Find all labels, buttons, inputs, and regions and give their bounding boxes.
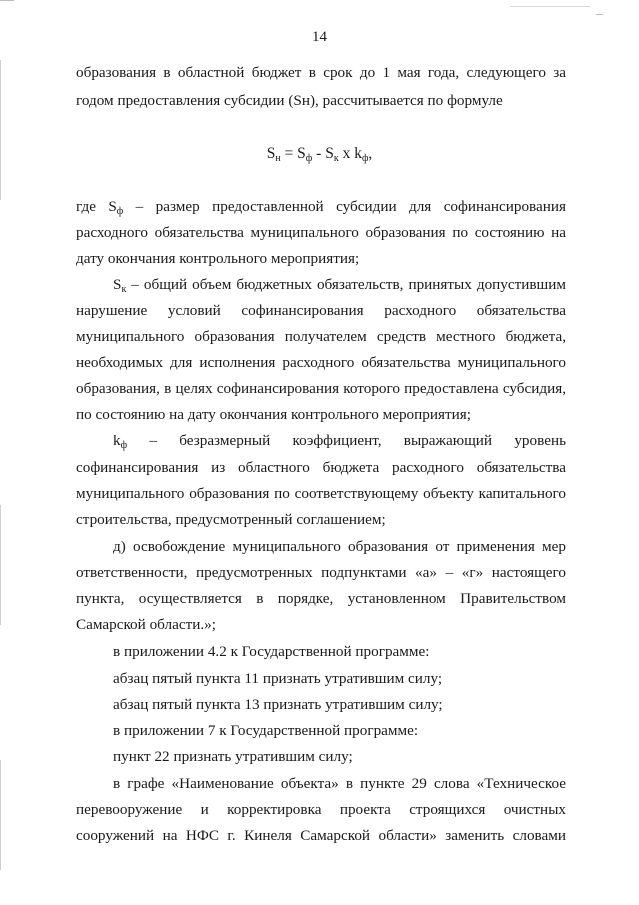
text-line: расходного обязательства муниципального образования по состоянию на: [76, 224, 566, 241]
text-line: по состоянию на дату окончания контрольного мероприятия;: [76, 406, 471, 423]
page-number: 14: [312, 29, 327, 45]
scan-mark-top-right: [510, 6, 590, 7]
text-line: сооружений на НФС г. Кинеля Самарской области» заменить словами: [76, 827, 566, 844]
scan-mark-left-edge-2: [0, 505, 1, 625]
scan-mark-top-left: [0, 0, 14, 1]
scan-mark-left-edge-3: [0, 760, 1, 870]
definition-sk-line: $S_к$ – общий объем бюджетных обязательств, принятых допустившим: [113, 276, 566, 295]
text-line: образования, в целях софинансирования которого предоставлена субсидия,: [76, 380, 566, 397]
definition-kf-line: $k_ф$ – безразмерный коэффициент, выражающий уровень: [113, 432, 566, 451]
text-line: софинансирования из областного бюджета расходного обязательства: [76, 459, 566, 476]
formula: $S_н = S_ф - S_к$ x $k_ф$,: [266, 145, 373, 164]
formula-term-kf: $k_ф$: [354, 145, 369, 164]
amendment-line: в приложении 7 к Государственной программе:: [113, 722, 419, 739]
text-line: в графе «Наименование объекта» в пункте 29 слова «Техническое: [113, 775, 566, 792]
amendment-line: абзац пятый пункта 13 признать утратившим силу;: [113, 696, 443, 713]
amendment-line: в приложении 4.2 к Государственной программе:: [113, 643, 430, 660]
text-line: образования в областной бюджет в срок до 1 мая года, следующего за: [76, 64, 566, 81]
text-line: необходимых для исполнения расходного обязательства муниципального: [76, 354, 566, 371]
text-line: муниципального образования по соответствующему объекту капитального: [76, 485, 566, 502]
text-line: Самарской области.»;: [76, 616, 216, 633]
scan-mark-corner: [596, 14, 603, 15]
text-line: нарушение условий софинансирования расходного обязательства: [76, 302, 566, 319]
text-line: строительства, предусмотренный соглашением;: [76, 511, 386, 528]
text-line: дату окончания контрольного мероприятия;: [76, 250, 360, 267]
scan-mark-left-edge-1: [0, 60, 1, 200]
definition-sf-line: где $S_ф$ – размер предоставленной субсидии для софинансирования: [76, 198, 566, 217]
formula-term-sf: $S_ф$: [297, 145, 313, 164]
amendment-line: пункт 22 признать утратившим силу;: [113, 748, 353, 765]
amendment-line: абзац пятый пункта 11 признать утратившим силу;: [113, 670, 443, 687]
text-line: перевооружение и корректировка проекта строящихся очистных: [76, 801, 566, 818]
text-line: пункта, осуществляется в порядке, установленном Правительством: [76, 590, 566, 607]
formula-lhs: $S_н$: [266, 145, 281, 164]
formula-term-sk: $S_к$: [325, 145, 339, 164]
text-line: ответственности, предусмотренных подпунктами «а» – «г» настоящего: [76, 564, 566, 581]
text-line: муниципального образования получателем средств местного бюджета,: [76, 328, 566, 345]
text-line: годом предоставления субсидии (Sн), рассчитывается по формуле: [76, 92, 503, 109]
text-line: д) освобождение муниципального образования от применения мер: [113, 538, 566, 555]
